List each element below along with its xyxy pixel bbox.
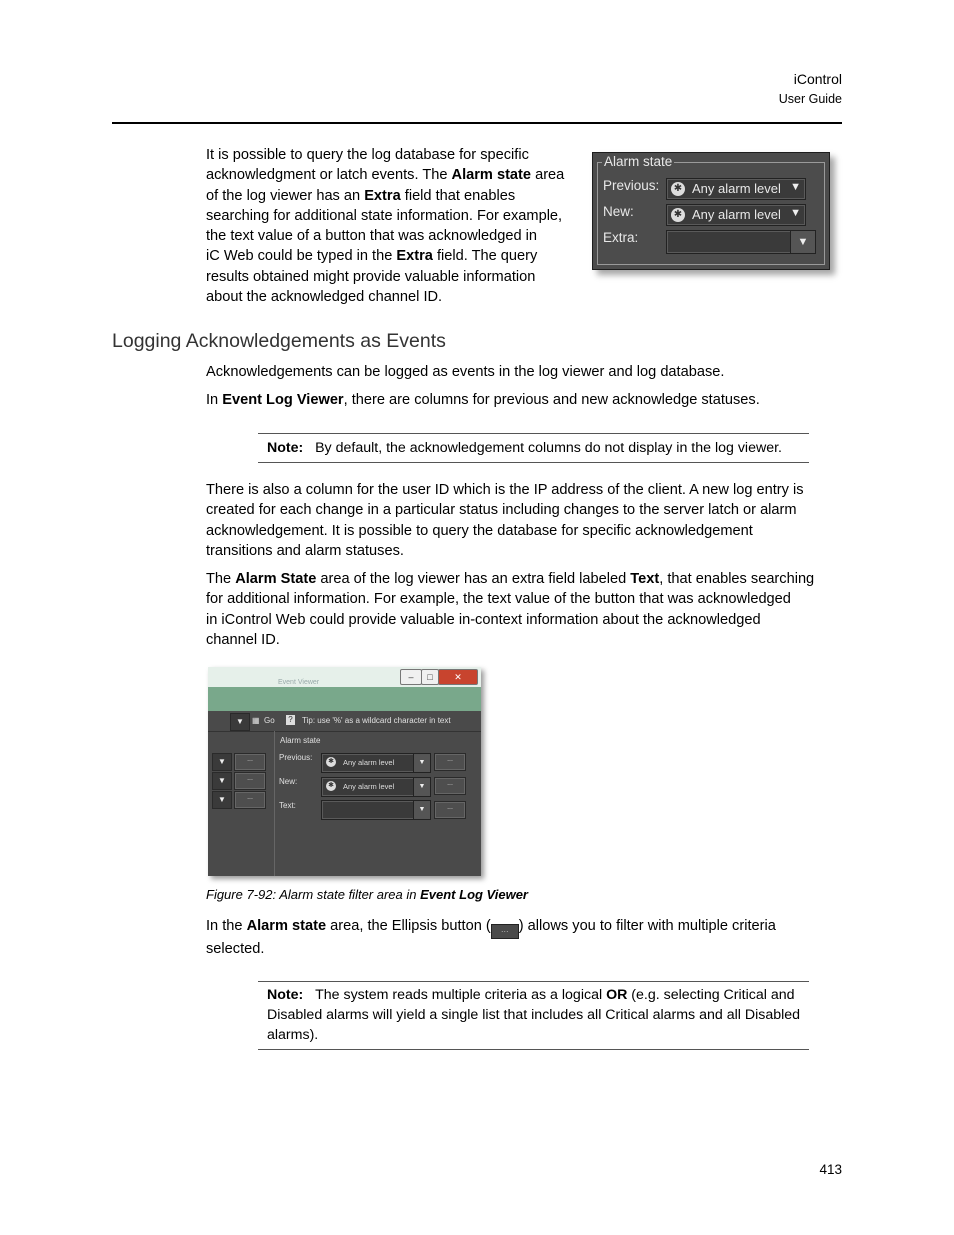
new-ellipsis-button[interactable]: ...: [434, 777, 466, 795]
extra-combo[interactable]: [666, 230, 816, 254]
tip-text: Tip: use '%' as a wildcard character in text: [302, 716, 451, 725]
text-label: Text:: [279, 801, 296, 810]
section-paragraph-2: In Event Log Viewer, there are columns for previous and new acknowledge statuses.: [206, 392, 760, 408]
alarm-state-legend: Alarm state: [604, 154, 673, 169]
previous-ellipsis-button[interactable]: ...: [434, 753, 466, 771]
ellipsis-button[interactable]: ...: [234, 791, 266, 809]
help-icon: ?: [286, 715, 295, 725]
event-log-viewer-screenshot: [208, 667, 481, 876]
chevron-down-icon[interactable]: ▼: [212, 753, 232, 771]
intro-line: acknowledgment or latch events. The Alarm state area: [206, 167, 565, 184]
text-combo[interactable]: [321, 800, 431, 820]
user-id-paragraph: There is also a column for the user ID which is the IP address of the client. A new log entry is created for each change in a particular status including changes to the server latch or alarm acknowledgement. It is possible to query the database for specific acknowledgement transitions and alarm statuses.: [206, 482, 804, 559]
section-paragraph-1: Acknowledgements can be logged as events in the log viewer and log database.: [206, 364, 725, 380]
intro-line: about the acknowledged channel ID.: [206, 289, 443, 306]
intro-line: results obtained might provide valuable information: [206, 268, 536, 285]
alarm-level-icon: ✱: [326, 757, 336, 767]
alarm-state-legend: Alarm state: [280, 736, 321, 745]
note-label: Note:: [267, 987, 304, 1003]
chevron-down-icon: ▼: [413, 778, 430, 796]
header-product: iControl: [793, 71, 842, 87]
chevron-down-icon: ▼: [413, 754, 430, 772]
intro-line: It is possible to query the log database for specific: [206, 147, 529, 163]
intro-line: iC Web could be typed in the Extra field. The query: [206, 248, 538, 265]
chevron-down-icon: ▼: [790, 181, 801, 193]
intro-line: the text value of a button that was acknowledged in: [206, 228, 538, 245]
alarm-level-icon: ✱: [671, 182, 685, 196]
extra-label: Extra:: [603, 230, 639, 245]
figure-caption: Figure 7-92: Alarm state filter area in Event Log Viewer: [206, 887, 528, 902]
ellipsis-button-icon: …: [491, 924, 519, 939]
ellipsis-button[interactable]: ...: [234, 772, 266, 790]
note-1: [258, 433, 809, 463]
toolbar: [208, 711, 481, 732]
previous-label: Previous:: [279, 753, 313, 762]
new-label: New:: [603, 204, 634, 219]
previous-combo[interactable]: ✱ Any alarm level ▼: [666, 178, 806, 200]
window-title: Event Viewer: [278, 679, 320, 686]
intro-line: searching for additional state information. For example,: [206, 207, 563, 224]
maximize-icon[interactable]: □: [421, 669, 439, 685]
ellipsis-paragraph: In the Alarm state area, the Ellipsis button ( … ) allows you to filter with multiple criteria selected.: [206, 918, 776, 957]
note-text: By default, the acknowledgement columns do not display in the log viewer.: [315, 440, 782, 456]
chevron-down-icon[interactable]: ▼: [790, 231, 815, 253]
alarm-level-icon: ✱: [326, 781, 336, 791]
chevron-down-icon[interactable]: ▼: [212, 791, 232, 809]
previous-combo[interactable]: ✱ Any alarm level ▼: [321, 753, 431, 773]
page-number: 413: [819, 1162, 842, 1177]
chevron-down-icon: ▼: [790, 207, 801, 219]
alarm-level-icon: ✱: [671, 208, 685, 222]
alarm-state-panel: [592, 152, 830, 270]
note-label: Note:: [267, 440, 304, 456]
header-rule: [112, 122, 842, 124]
section-heading: Logging Acknowledgements as Events: [112, 330, 446, 352]
close-icon[interactable]: ✕: [438, 669, 478, 685]
new-label: New:: [279, 777, 298, 786]
go-icon[interactable]: ▦: [252, 716, 260, 725]
new-combo[interactable]: ✱ Any alarm level ▼: [321, 777, 431, 797]
note-2: Note: The system reads multiple criteria as a logical OR (e.g. selecting Critical and Disabled alarms will yield a single list that includes all Critical alarms and all Disabled alarms).: [258, 981, 809, 1050]
ellipsis-button[interactable]: ...: [234, 753, 266, 771]
header-subtitle: User Guide: [778, 92, 842, 106]
go-label[interactable]: Go: [264, 716, 275, 725]
chevron-down-icon: ▼: [413, 801, 430, 819]
new-combo[interactable]: ✱ Any alarm level ▼: [666, 204, 806, 226]
text-ellipsis-button[interactable]: ...: [434, 801, 466, 819]
minimize-icon[interactable]: –: [400, 669, 422, 685]
previous-label: Previous:: [603, 178, 660, 193]
alarm-state-paragraph: The Alarm State area of the log viewer has an extra field labeled Text, that enables searching for additional information. For example, the text value of the button that was acknowledged in iControl Web could provide valuable in-context information about the acknowledged channel ID.: [206, 571, 815, 648]
chevron-down-icon[interactable]: ▼: [212, 772, 232, 790]
window-header-band: [208, 687, 481, 711]
intro-line: of the log viewer has an Extra field that enables: [206, 187, 516, 204]
chevron-down-icon[interactable]: ▼: [230, 713, 250, 731]
intro-paragraph: [206, 145, 586, 307]
